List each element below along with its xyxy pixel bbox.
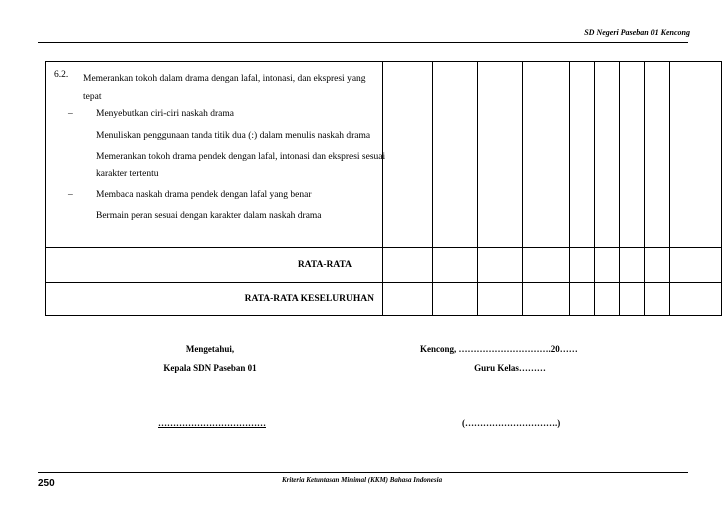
score-cell	[383, 62, 433, 248]
average-label: RATA-RATA	[46, 248, 383, 283]
score-cell	[523, 62, 570, 248]
principal-title: Kepala SDN Paseban 01	[163, 363, 257, 373]
assessment-table	[45, 61, 722, 316]
score-cell	[383, 248, 433, 283]
dash-bullet: –	[68, 190, 73, 200]
score-cell	[670, 283, 722, 316]
teacher-title: Guru Kelas………	[474, 363, 546, 373]
sub-item	[68, 187, 388, 204]
item-row	[46, 62, 722, 248]
sub-item-list	[68, 106, 388, 225]
score-cell	[433, 62, 478, 248]
score-cell	[645, 62, 670, 248]
sub-item-text: Bermain peran sesuai dengan karakter dalam naskah drama	[96, 211, 322, 221]
overall-average-row	[46, 283, 722, 316]
principal-name-placeholder: ………………………………	[158, 418, 266, 428]
score-cell	[645, 248, 670, 283]
score-cell	[433, 248, 478, 283]
score-cell	[570, 248, 595, 283]
acknowledged-label: Mengetahui,	[185, 344, 235, 354]
footer-rule	[38, 472, 688, 473]
score-cell	[645, 283, 670, 316]
sub-item	[68, 149, 388, 183]
item-description-cell	[46, 62, 386, 248]
place-date-line: Kencong, ………………………….20……	[420, 344, 578, 354]
sub-item	[68, 208, 388, 225]
sub-item	[68, 106, 388, 123]
sub-item	[68, 128, 388, 145]
header-rule	[38, 42, 688, 43]
overall-average-label: RATA-RATA KESELURUHAN	[46, 283, 383, 316]
teacher-signature-block	[420, 340, 600, 378]
average-row	[46, 248, 722, 283]
page-number: 250	[38, 478, 55, 489]
score-cell	[478, 283, 523, 316]
running-header: SD Negeri Paseban 01 Kencong	[584, 28, 690, 37]
score-cell	[595, 62, 620, 248]
running-footer: Kriteria Ketuntasan Minimal (KKM) Bahasa Indonesia	[282, 476, 443, 484]
score-cell	[478, 62, 523, 248]
item-number: 6.2.	[54, 70, 69, 80]
score-cell	[570, 283, 595, 316]
dash-bullet: –	[68, 109, 73, 119]
sub-item-text: Menuliskan penggunaan tanda titik dua (:) dalam menulis naskah drama	[96, 131, 371, 141]
score-cell	[478, 248, 523, 283]
teacher-name-placeholder: (………………………….)	[462, 418, 561, 428]
score-cell	[595, 283, 620, 316]
score-cell	[620, 62, 645, 248]
sub-item-text: Membaca naskah drama pendek dengan lafal yang benar	[96, 190, 312, 200]
sub-item-text: Menyebutkan ciri-ciri naskah drama	[96, 109, 234, 119]
principal-signature-block	[150, 340, 270, 378]
item-text: Memerankan tokoh dalam drama dengan lafal, intonasi, dan ekspresi yang tepat	[83, 74, 366, 102]
score-cell	[670, 248, 722, 283]
score-cell	[620, 248, 645, 283]
score-cell	[383, 283, 433, 316]
score-cell	[523, 248, 570, 283]
score-cell	[523, 283, 570, 316]
score-cell	[670, 62, 722, 248]
score-cell	[595, 248, 620, 283]
score-cell	[433, 283, 478, 316]
score-cell	[570, 62, 595, 248]
score-cell	[620, 283, 645, 316]
sub-item-text: Memerankan tokoh drama pendek dengan lafal, intonasi dan ekspresi sesuai karakter tertentu	[96, 152, 386, 179]
